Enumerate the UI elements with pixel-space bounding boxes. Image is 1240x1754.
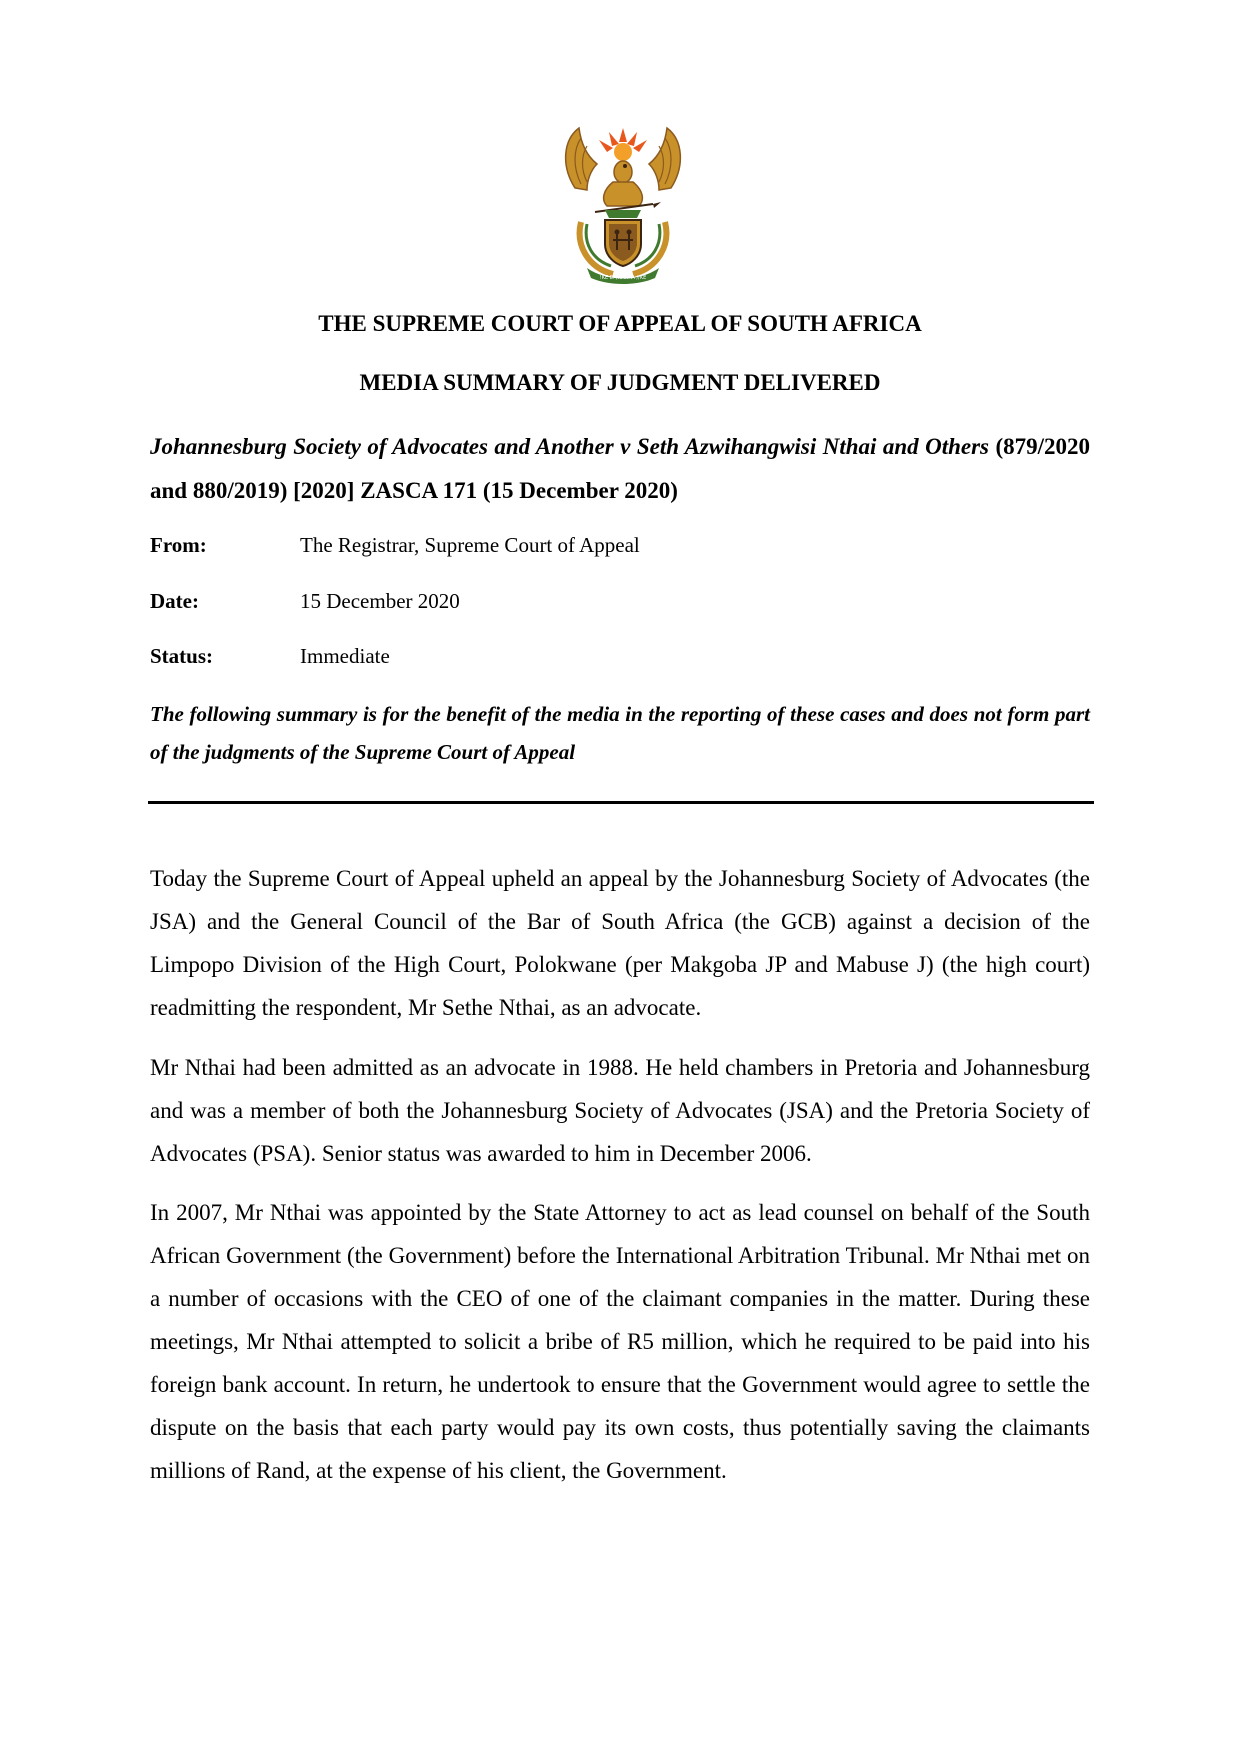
coat-of-arms-emblem: [557, 126, 689, 284]
status-value: Immediate: [300, 644, 390, 668]
from-value: The Registrar, Supreme Court of Appeal: [300, 533, 640, 557]
date-label: Date:: [150, 589, 199, 613]
motto-text: !KE E: /XARRA //KE: [599, 275, 647, 281]
body-paragraph-2: Mr Nthai had been admitted as an advocate in 1988. He held chambers in Pretoria and Johannesburg and was a member of both the Johannesburg Society of Advocates (JSA) and the Pretoria Society of Advocates (PSA). Senior status was awarded to him in December 2006.: [150, 1055, 1090, 1166]
court-title: THE SUPREME COURT OF APPEAL OF SOUTH AFRICA: [318, 311, 922, 336]
status-label: Status:: [150, 644, 214, 668]
case-title: [150, 425, 1090, 513]
body-paragraph-1: Today the Supreme Court of Appeal upheld an appeal by the Johannesburg Society of Advocates (the JSA) and the General Council of the Bar of South Africa (the GCB) against a decision of the Limpopo Division of the High Court, Polokwane (per Makgoba JP and Mabuse J) (the high court) readmitting the respondent, Mr Sethe Nthai, as an advocate.: [150, 866, 1090, 1020]
from-label: From:: [150, 533, 207, 557]
case-parties: Johannesburg Society of Advocates and Another v Seth Azwihangwisi Nthai and Others: [150, 434, 989, 459]
body-paragraph-3: In 2007, Mr Nthai was appointed by the State Attorney to act as lead counsel on behalf of the South African Government (the Government) before the International Arbitration Tribunal. Mr Nthai met on a number of occasions with the CEO of one of the claimant companies in the matter. During these meetings, Mr Nthai attempted to solicit a bribe of R5 million, which he required to be paid into his foreign bank account. In return, he undertook to ensure that the Government would agree to settle the dispute on the basis that each party would pay its own costs, thus potentially saving the claimants millions of Rand, at the expense of his client, the Government.: [150, 1200, 1090, 1483]
horizontal-divider: [148, 801, 1094, 804]
disclaimer-note: The following summary is for the benefit of the media in the reporting of these cases and does not form part of the judgments of the Supreme Court of Appeal: [150, 702, 1090, 764]
summary-title: MEDIA SUMMARY OF JUDGMENT DELIVERED: [359, 370, 881, 395]
date-value: 15 December 2020: [300, 589, 460, 613]
case-citation: (879/2020 and 880/2019) [2020] ZASCA 171 (15 December 2020): [150, 434, 1090, 503]
